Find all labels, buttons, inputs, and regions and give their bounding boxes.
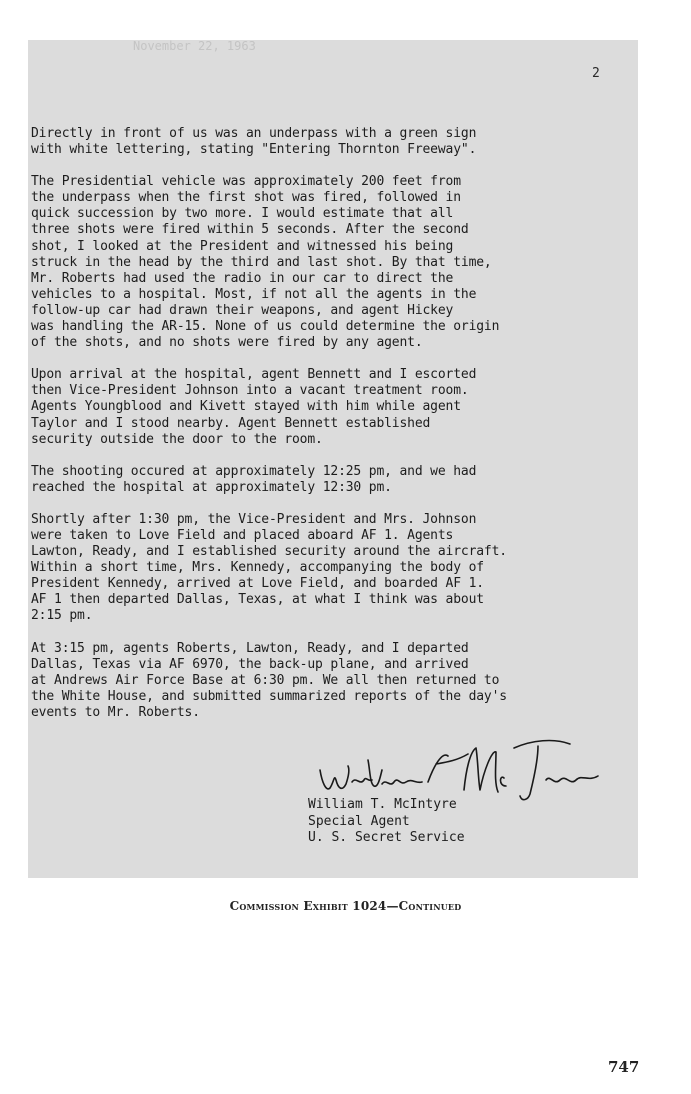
text-line: Directly in front of us was an underpass with a green sign (31, 126, 477, 141)
signature-block (308, 797, 465, 847)
document-sheet (28, 40, 638, 878)
text-line: was handling the AR-15. None of us could determine the origin (31, 319, 500, 335)
signatory-name: William T. McIntyre (308, 797, 457, 812)
text-line: reached the hospital at approximately 12:30 pm. (31, 479, 392, 495)
paragraph (31, 641, 631, 721)
exhibit-caption: Commission Exhibit 1024—Continued (229, 899, 462, 913)
text-line: Shortly after 1:30 pm, the Vice-President and Mrs. Johnson (31, 511, 477, 527)
text-line: 2:15 pm. (31, 608, 93, 624)
text-line: At 3:15 pm, agents Roberts, Lawton, Ready, and I departed (31, 640, 469, 656)
text-line: AF 1 then departed Dallas, Texas, at what I think was about (31, 592, 484, 608)
text-line: at Andrews Air Force Base at 6:30 pm. We all then returned to (31, 672, 500, 688)
text-line: Lawton, Ready, and I established security around the aircraft. (31, 544, 507, 560)
bleed-through-text: November 22, 1963 (133, 40, 256, 53)
signatory-agency: U. S. Secret Service (308, 830, 465, 845)
folio-number: 747 (608, 1058, 640, 1076)
text-line: shot, I looked at the President and witnessed his being (31, 238, 454, 254)
text-line: Within a short time, Mrs. Kennedy, accompanying the body of (31, 560, 484, 576)
text-line: struck in the head by the third and last shot. By that time, (31, 254, 492, 270)
text-line: the underpass when the first shot was fired, followed in (31, 190, 461, 206)
paragraph (31, 367, 631, 447)
paragraph (31, 464, 631, 496)
text-line: of the shots, and no shots were fired by any agent. (31, 335, 423, 351)
text-line: Taylor and I stood nearby. Agent Bennett established (31, 415, 431, 431)
text-line: Mr. Roberts had used the radio in our car to direct the (31, 270, 454, 286)
text-line: with white lettering, stating "Entering Thornton Freeway". (31, 142, 477, 158)
text-line: were taken to Love Field and placed aboard AF 1. Agents (31, 527, 454, 543)
text-line: the White House, and submitted summarized reports of the day's (31, 688, 507, 704)
letter-body (31, 126, 631, 737)
paragraph (31, 174, 631, 351)
paragraph (31, 126, 631, 158)
text-line: Agents Youngblood and Kivett stayed with him while agent (31, 399, 461, 415)
text-line: three shots were fired within 5 seconds. After the second (31, 222, 469, 238)
signatory-title: Special Agent (308, 813, 410, 829)
text-line: Dallas, Texas via AF 6970, the back-up plane, and arrived (31, 656, 469, 672)
text-line: vehicles to a hospital. Most, if not all the agents in the (31, 286, 477, 302)
text-line: then Vice-President Johnson into a vacant treatment room. (31, 383, 469, 399)
text-line: The shooting occured at approximately 12:25 pm, and we had (31, 463, 477, 479)
page-number: 2 (592, 66, 600, 81)
paragraph (31, 512, 631, 625)
text-line: The Presidential vehicle was approximately 200 feet from (31, 174, 461, 190)
text-line: quick succession by two more. I would estimate that all (31, 206, 454, 222)
text-line: President Kennedy, arrived at Love Field, and boarded AF 1. (31, 576, 484, 592)
text-line: follow-up car had drawn their weapons, and agent Hickey (31, 302, 454, 318)
text-line: security outside the door to the room. (31, 431, 323, 447)
text-line: Upon arrival at the hospital, agent Bennett and I escorted (31, 367, 477, 383)
text-line: events to Mr. Roberts. (31, 704, 200, 720)
